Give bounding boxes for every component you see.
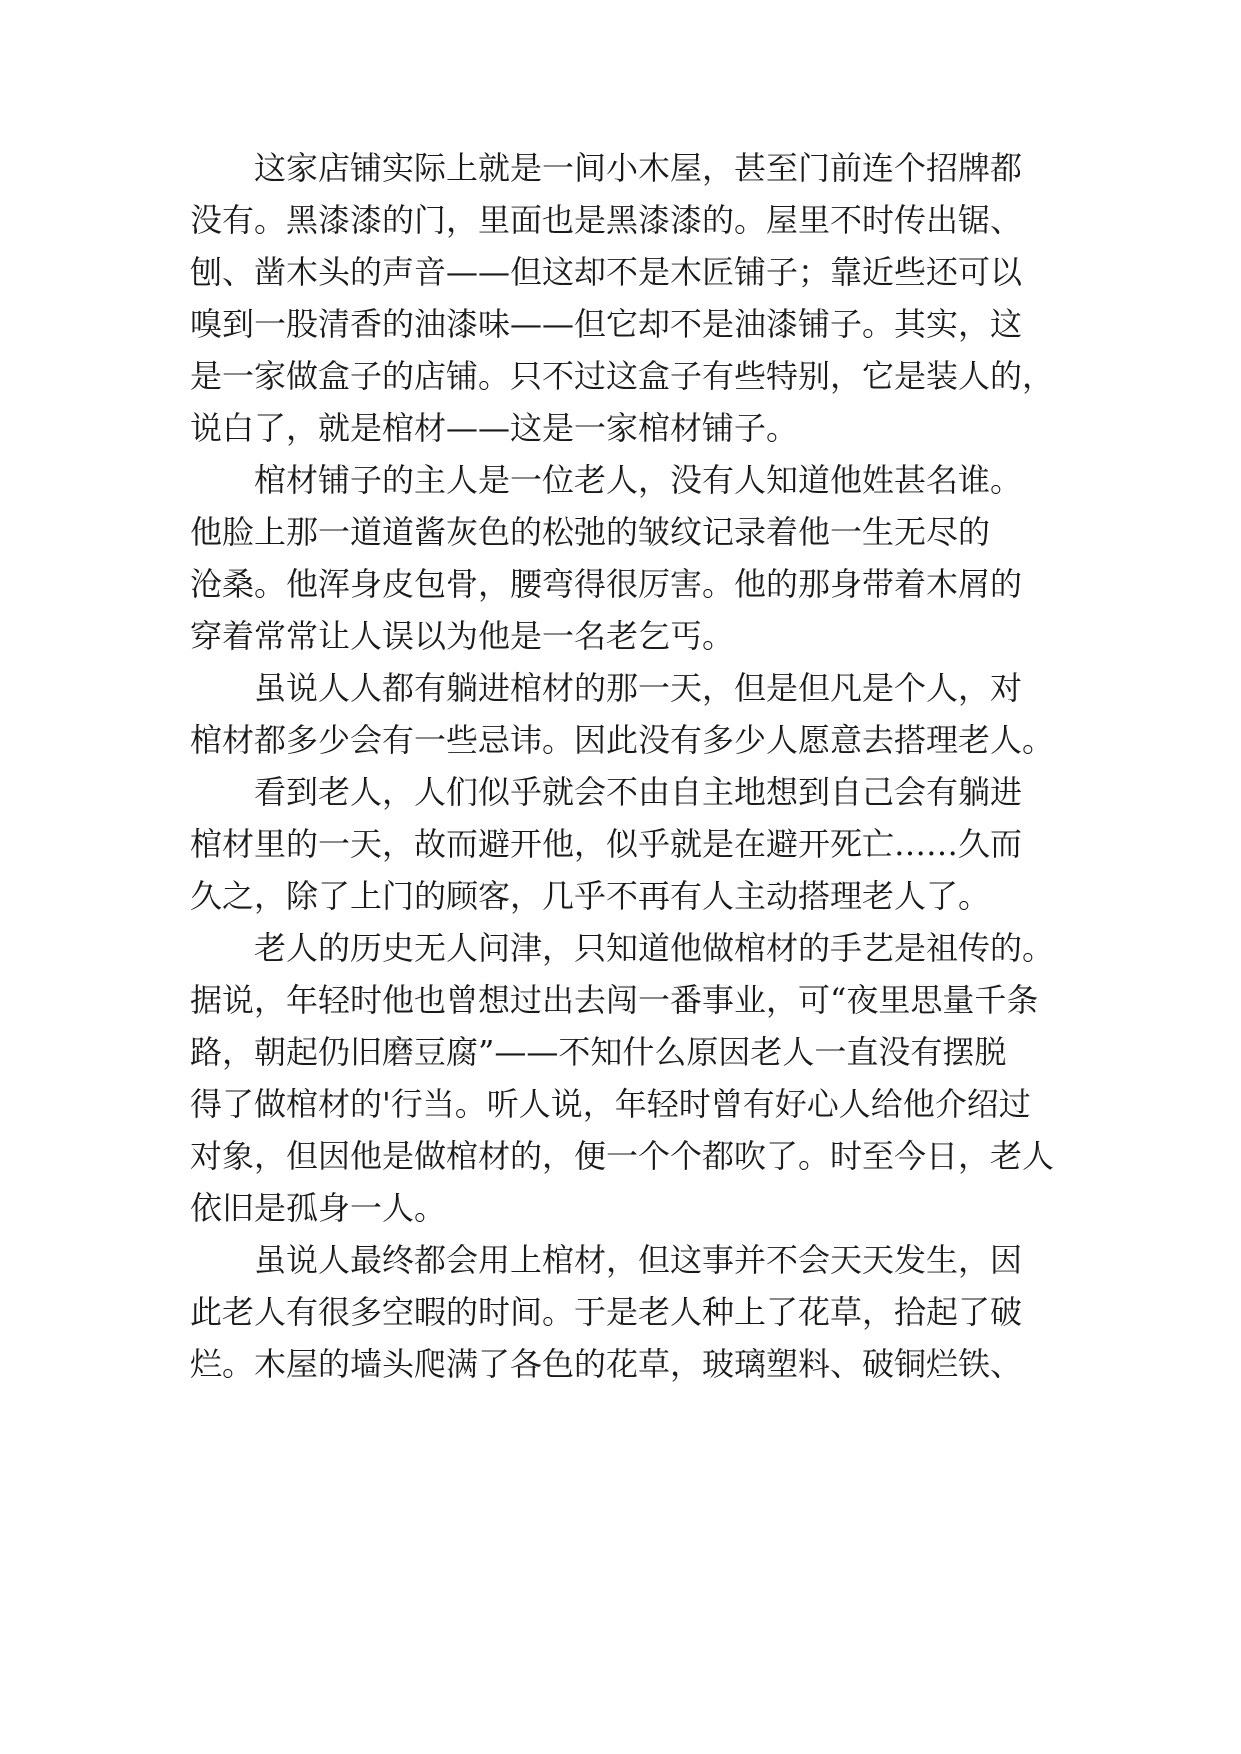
text-line: 虽说人人都有躺进棺材的那一天，但是但凡是个人，对 [190, 669, 1023, 707]
text-line: 烂。木屋的墙头爬满了各色的花草，玻璃塑料、破铜烂铁、 [190, 1345, 1023, 1383]
text-line: 依旧是孤身一人。 [190, 1189, 447, 1227]
text-line: 棺材里的一天，故而避开他，似乎就是在避开死亡……久而 [190, 825, 1023, 863]
text-line: 路，朝起仍旧磨豆腐”——不知什么原因老人一直没有摆脱 [190, 1033, 1007, 1071]
text-line: 看到老人，人们似乎就会不由自主地想到自己会有躺进 [190, 773, 1023, 811]
text-line: 老人的历史无人问津，只知道他做棺材的手艺是祖传的。 [190, 929, 1055, 967]
text-line: 虽说人最终都会用上棺材，但这事并不会天天发生，因 [190, 1241, 1023, 1279]
text-line: 没有。黑漆漆的门，里面也是黑漆漆的。屋里不时传出锯、 [190, 201, 1023, 239]
text-line: 此老人有很多空暇的时间。于是老人种上了花草，拾起了破 [190, 1293, 1023, 1331]
text-line: 对象，但因他是做棺材的，便一个个都吹了。时至今日，老人 [190, 1137, 1055, 1175]
text-line: 得了做棺材的'行当。听人说，年轻时曾有好心人给他介绍过 [190, 1085, 1031, 1123]
text-line: 嗅到一股清香的油漆味——但它却不是油漆铺子。其实，这 [190, 305, 1023, 343]
text-line: 穿着常常让人误以为他是一名老乞丐。 [190, 617, 735, 655]
text-line: 刨、凿木头的声音——但这却不是木匠铺子；靠近些还可以 [190, 253, 1023, 291]
text-line: 久之，除了上门的顾客，几乎不再有人主动搭理老人了。 [190, 877, 991, 915]
text-line: 棺材铺子的主人是一位老人，没有人知道他姓甚名谁。 [190, 461, 1023, 499]
text-line: 说白了，就是棺材——这是一家棺材铺子。 [190, 409, 799, 447]
text-line: 是一家做盒子的店铺。只不过这盒子有些特别，它是装人的， [190, 357, 1055, 395]
text-line: 沧桑。他浑身皮包骨，腰弯得很厉害。他的那身带着木屑的 [190, 565, 1023, 603]
text-line: 这家店铺实际上就是一间小木屋，甚至门前连个招牌都 [190, 149, 1023, 187]
text-line: 据说，年轻时他也曾想过出去闯一番事业，可“夜里思量千条 [190, 981, 1039, 1019]
text-line: 他脸上那一道道酱灰色的松弛的皱纹记录着他一生无尽的 [190, 513, 991, 551]
text-line: 棺材都多少会有一些忌讳。因此没有多少人愿意去搭理老人。 [190, 721, 1055, 759]
